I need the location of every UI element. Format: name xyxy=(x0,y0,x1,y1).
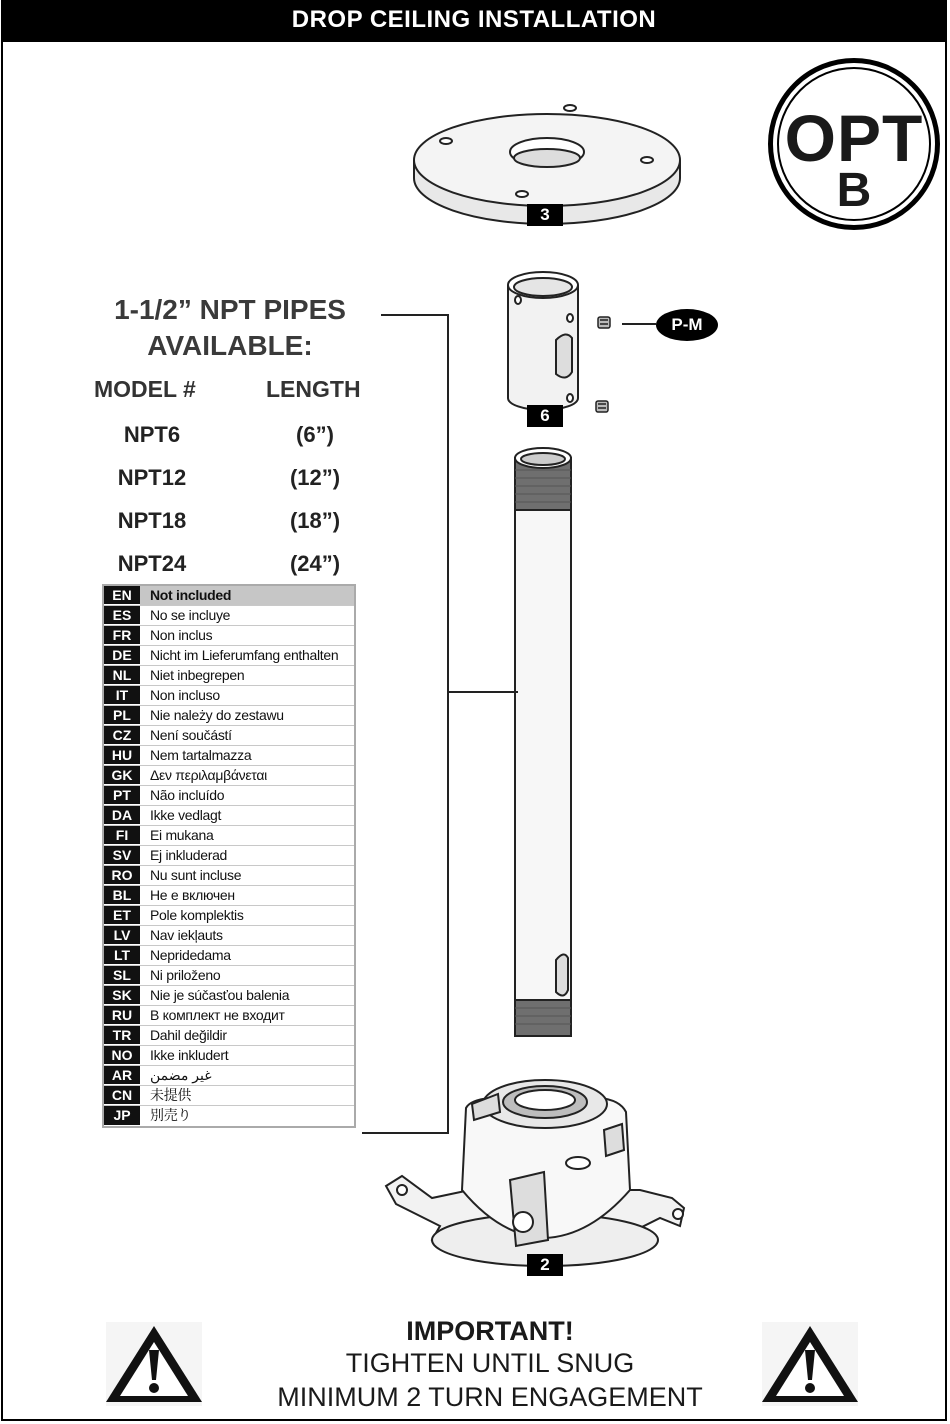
warning-icon-left xyxy=(106,1322,202,1406)
language-row xyxy=(104,1106,354,1126)
language-code: SV xyxy=(104,846,140,865)
length-column-header: LENGTH xyxy=(266,376,361,402)
language-row xyxy=(104,666,354,686)
important-line-2: MINIMUM 2 TURN ENGAGEMENT xyxy=(277,1382,703,1412)
language-text: 別売り xyxy=(150,1107,192,1123)
language-text: Nepridedama xyxy=(150,947,231,963)
language-code: NO xyxy=(104,1046,140,1065)
language-text: Não incluído xyxy=(150,787,225,803)
language-text: Není součástí xyxy=(150,727,232,743)
language-code: RO xyxy=(104,866,140,885)
language-row xyxy=(104,806,354,826)
language-code: AR xyxy=(104,1066,140,1085)
language-row xyxy=(104,626,354,646)
pipe-length: (12”) xyxy=(289,465,341,490)
language-code: BL xyxy=(104,886,140,905)
language-text: Nav iekļauts xyxy=(150,927,223,943)
language-row xyxy=(104,606,354,626)
language-text: В комплект не входит xyxy=(150,1007,285,1023)
part-number-tag-adapter: 2 xyxy=(527,1254,563,1276)
language-row xyxy=(104,726,354,746)
model-column-header: MODEL # xyxy=(94,376,196,402)
language-text: Ej inkluderad xyxy=(150,847,228,863)
part-number-tag-plate: 3 xyxy=(527,204,563,226)
not-included-language-table xyxy=(102,584,356,1128)
language-code: NL xyxy=(104,666,140,685)
language-text: No se incluye xyxy=(150,607,231,623)
language-text: Nicht im Lieferumfang enthalten xyxy=(150,647,339,663)
language-text: Not included xyxy=(140,586,354,605)
language-row xyxy=(104,686,354,706)
pipe-length: (6”) xyxy=(296,422,334,447)
language-code: RU xyxy=(104,1006,140,1025)
language-row xyxy=(104,1046,354,1066)
language-text: Dahil değildir xyxy=(150,1027,227,1043)
language-text: Ikke inkludert xyxy=(150,1047,229,1063)
page-header: DROP CEILING INSTALLATION xyxy=(1,0,947,42)
pipes-bracket-line xyxy=(362,315,448,1133)
ceiling-adapter-drawing xyxy=(386,1080,684,1266)
part-number-tag-coupler: 6 xyxy=(527,405,563,427)
language-row xyxy=(104,1066,354,1086)
language-text: Nem tartalmazza xyxy=(150,747,252,763)
language-code: CZ xyxy=(104,726,140,745)
pipes-title-line2: AVAILABLE: xyxy=(147,330,313,361)
language-code: PL xyxy=(104,706,140,725)
language-row xyxy=(104,786,354,806)
language-text: Nie należy do zestawu xyxy=(150,707,284,723)
language-code: LT xyxy=(104,946,140,965)
pipe-model: NPT12 xyxy=(117,465,187,490)
pipe-coupler-drawing xyxy=(508,272,578,410)
language-row xyxy=(104,586,354,606)
language-text: Niet inbegrepen xyxy=(150,667,245,683)
important-heading: IMPORTANT! xyxy=(406,1316,574,1346)
language-text: Pole komplektis xyxy=(150,907,244,923)
language-row xyxy=(104,826,354,846)
language-code: FR xyxy=(104,626,140,645)
language-row xyxy=(104,846,354,866)
language-row xyxy=(104,746,354,766)
language-row xyxy=(104,966,354,986)
language-text: Не е включен xyxy=(150,887,235,903)
language-row xyxy=(104,766,354,786)
language-code: IT xyxy=(104,686,140,705)
language-row xyxy=(104,906,354,926)
language-code: SK xyxy=(104,986,140,1005)
language-code: ET xyxy=(104,906,140,925)
option-badge-label: OPT xyxy=(784,101,924,175)
pipe-model: NPT6 xyxy=(123,422,181,447)
language-text: Non inclus xyxy=(150,627,213,643)
language-row xyxy=(104,1026,354,1046)
language-row xyxy=(104,1006,354,1026)
language-code: FI xyxy=(104,826,140,845)
pipes-title-line1: 1-1/2” NPT PIPES xyxy=(114,294,346,325)
language-code: ES xyxy=(104,606,140,625)
language-row xyxy=(104,986,354,1006)
pipe-model: NPT24 xyxy=(117,551,187,576)
language-text: غير مضمن xyxy=(150,1067,212,1083)
npt-pipe-drawing xyxy=(515,448,571,1036)
language-code: GK xyxy=(104,766,140,785)
language-text: Ni priloženo xyxy=(150,967,221,983)
language-row xyxy=(104,946,354,966)
pipe-length: (24”) xyxy=(289,551,341,576)
language-text: Nie je súčasťou balenia xyxy=(150,987,290,1003)
language-row xyxy=(104,706,354,726)
language-code: LV xyxy=(104,926,140,945)
language-code: DA xyxy=(104,806,140,825)
set-screw-drawing xyxy=(596,317,610,412)
language-text: Ikke vedlagt xyxy=(150,807,222,823)
language-row xyxy=(104,926,354,946)
language-row xyxy=(104,866,354,886)
language-row xyxy=(104,1086,354,1106)
language-code: SL xyxy=(104,966,140,985)
warning-icon-right xyxy=(762,1322,858,1406)
language-code: EN xyxy=(104,586,140,605)
important-line-1: TIGHTEN UNTIL SNUG xyxy=(345,1348,635,1378)
language-row xyxy=(104,886,354,906)
language-code: TR xyxy=(104,1026,140,1045)
language-code: PT xyxy=(104,786,140,805)
language-text: Δεν περιλαμβάνεται xyxy=(150,767,267,783)
language-text: 未提供 xyxy=(150,1087,192,1103)
language-text: Ei mukana xyxy=(150,827,214,843)
language-text: Nu sunt incluse xyxy=(150,867,242,883)
option-badge-letter: B xyxy=(836,164,872,217)
language-code: CN xyxy=(104,1086,140,1105)
language-code: JP xyxy=(104,1106,140,1126)
pipe-model: NPT18 xyxy=(117,508,187,533)
pipe-length: (18”) xyxy=(289,508,341,533)
language-text: Non incluso xyxy=(150,687,220,703)
language-row xyxy=(104,646,354,666)
hardware-tag: P-M xyxy=(656,309,718,341)
language-code: HU xyxy=(104,746,140,765)
language-code: DE xyxy=(104,646,140,665)
